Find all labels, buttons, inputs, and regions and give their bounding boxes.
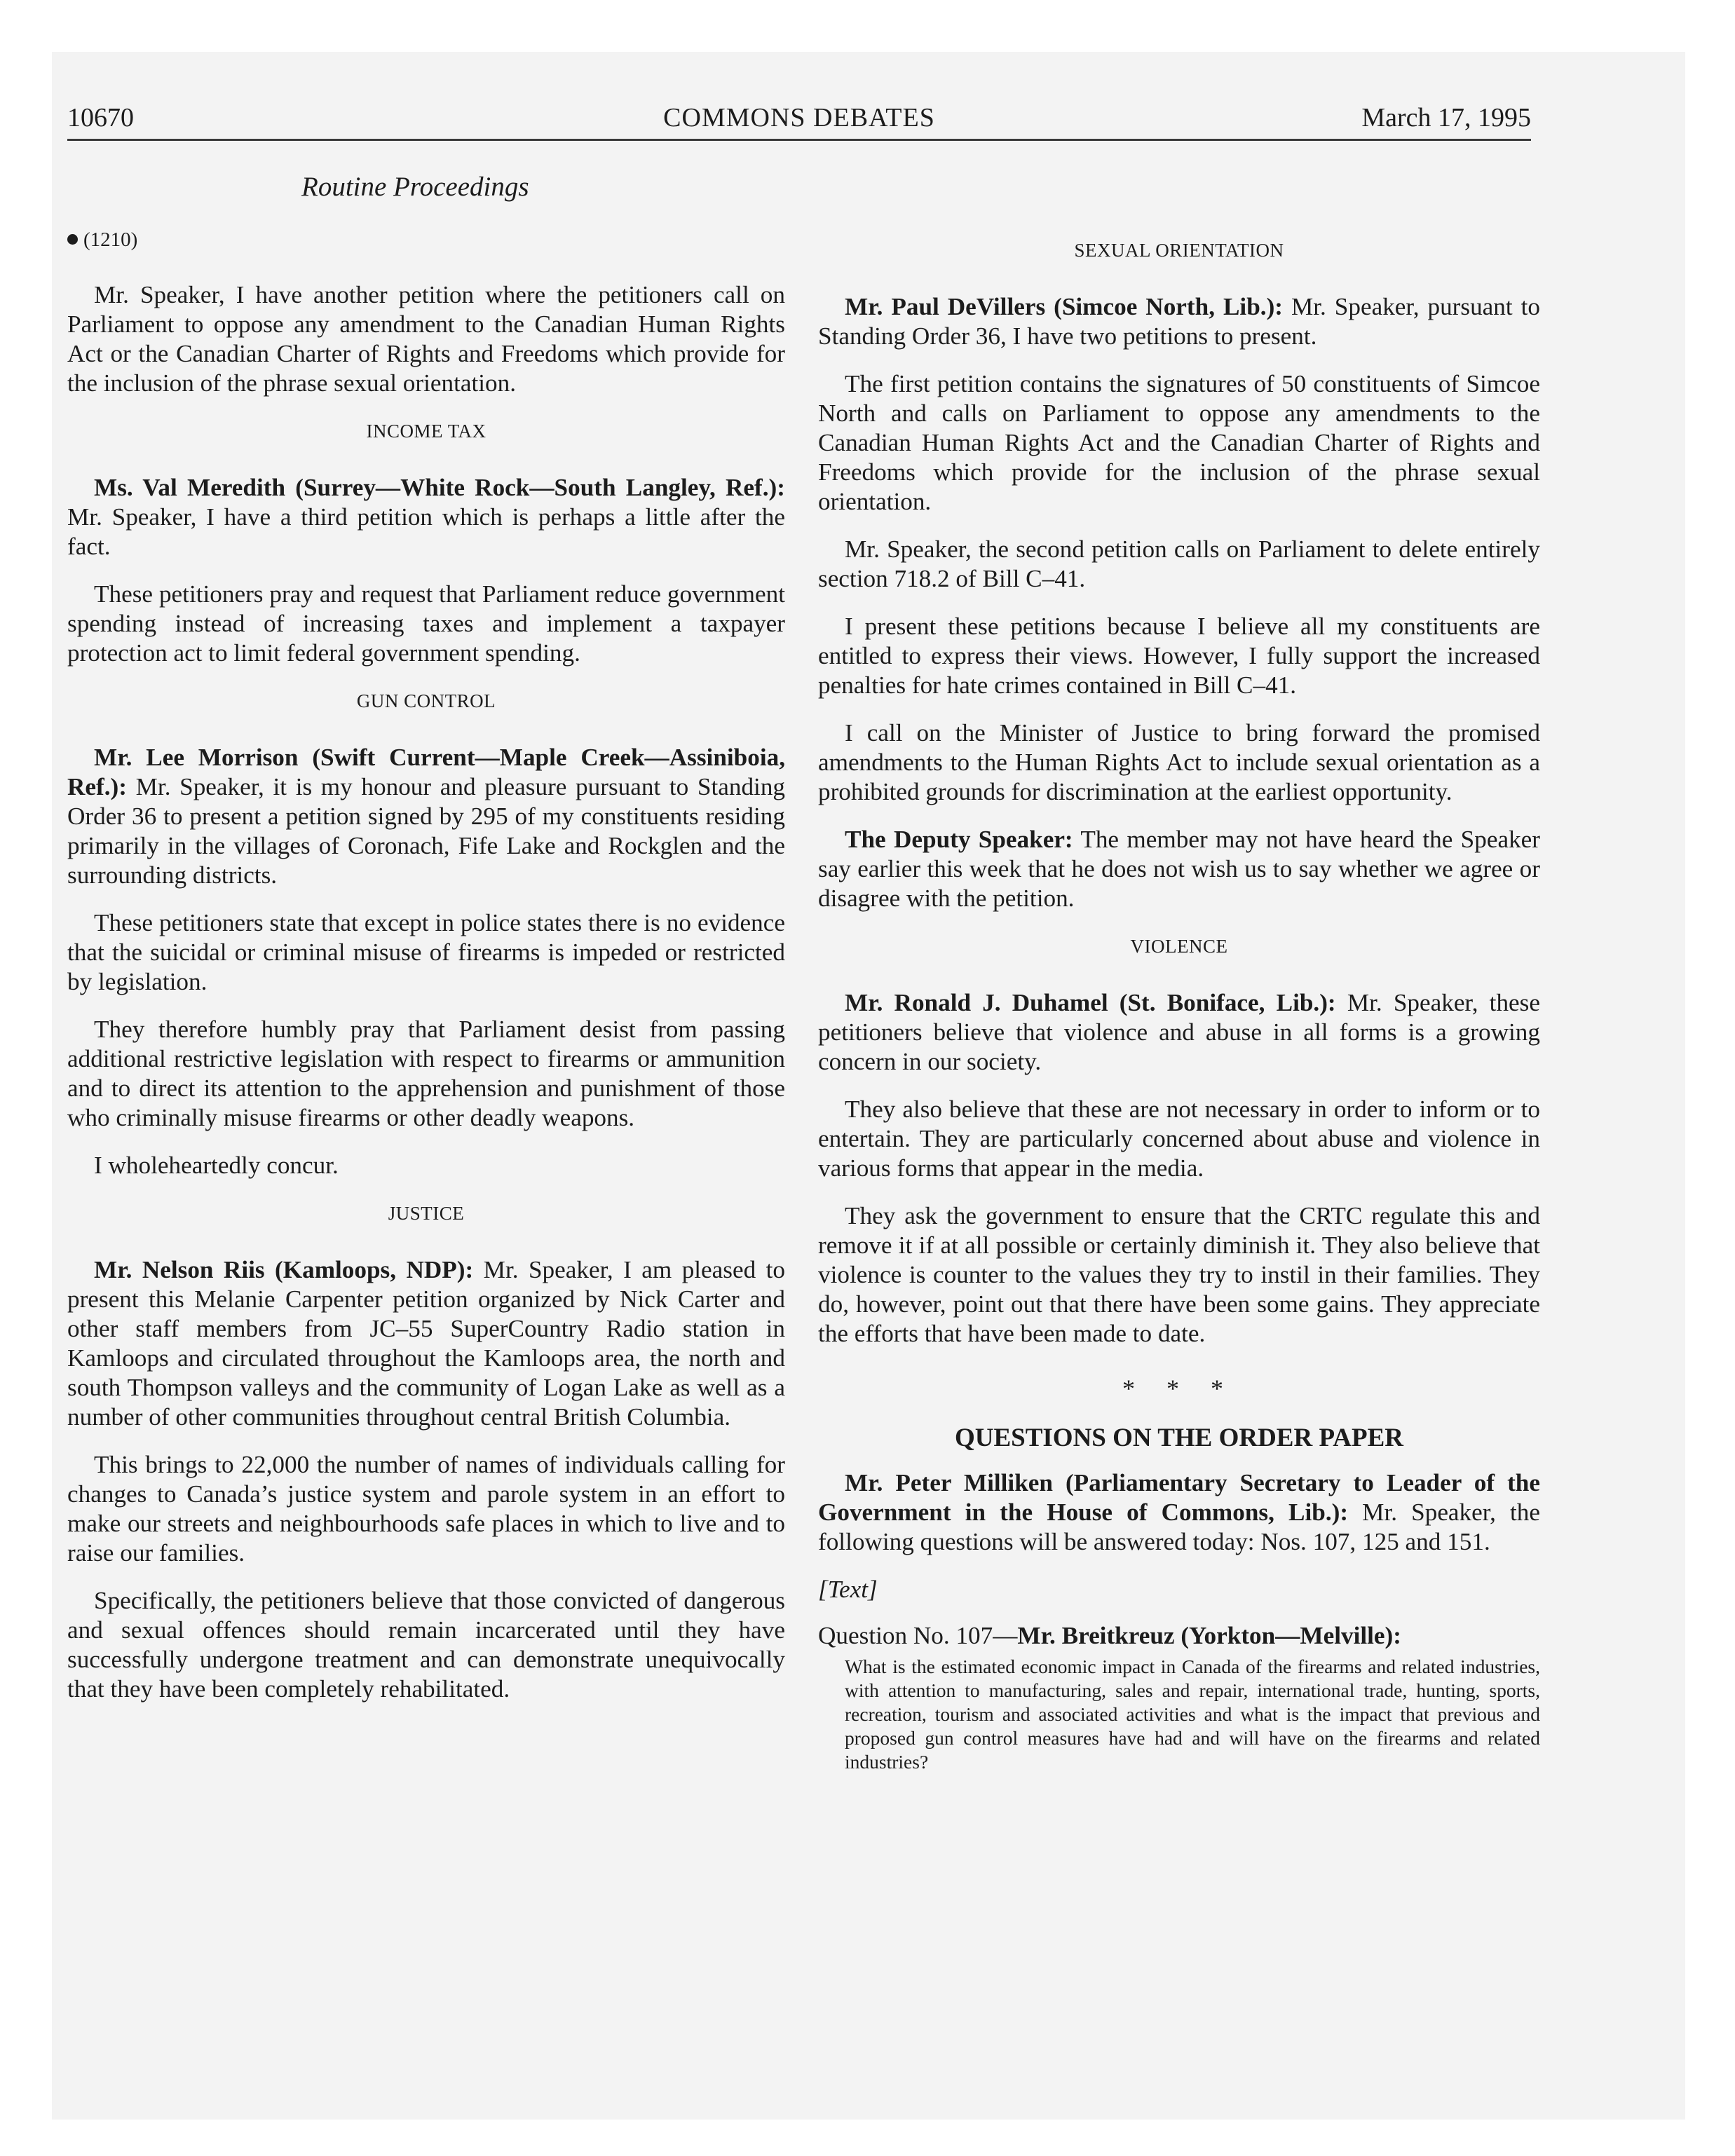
left-column bbox=[67, 280, 785, 1722]
speech-text: Mr. Speaker, pursuant to Standing Order 36, I have two petitions to present. bbox=[818, 293, 1540, 350]
section-heading-violence: VIOLENCE bbox=[1130, 936, 1228, 957]
speaker-name: Ms. Val Meredith (Surrey—White Rock—South Langley, Ref.): bbox=[94, 474, 785, 501]
paragraph: Specifically, the petitioners believe that those convicted of dangerous and sexual offences should remain incarcerated until they have successfully undergone treatment and can demonstrate unequivocally that they have been completely rehabilitated. bbox=[67, 1587, 785, 1703]
section-title: Routine Proceedings bbox=[301, 172, 529, 202]
paragraph: These petitioners state that except in police states there is no evidence that the suicidal or criminal misuse of firearms is impeded or restricted by legislation. bbox=[67, 909, 785, 995]
question-text: What is the estimated economic impact in Canada of the firearms and related industries, with attention to manufacturing, sales and repair, international trade, hunting, sports, recreation, tourism and associated activities and what is the impact that previous and proposed gun control measures have had and will have on the firearms and related industries? bbox=[845, 1656, 1540, 1773]
speaker-name: Mr. Breitkreuz (Yorkton—Melville): bbox=[1017, 1622, 1401, 1649]
text-tag bbox=[818, 1575, 1540, 1604]
speaker-name: Mr. Paul DeVillers (Simcoe North, Lib.): bbox=[845, 293, 1283, 320]
speech-text: Mr. Speaker, I am pleased to present this Melanie Carpenter petition organized by Nick Carter and other staff members from JC–55 SuperCountry Radio station in Kamloops and circulated throughout the Kamloops area, the north and south Thompson valleys and the community of Logan Lake as well as a number of other communities throughout central British Columbia. bbox=[67, 1256, 786, 1431]
paragraph bbox=[818, 292, 1540, 351]
paragraph bbox=[67, 473, 785, 561]
speech-text: The member may not have heard the Speaker say earlier this week that he does not wish us to say whether we agree or disagree with the petition. bbox=[818, 826, 1540, 912]
publication-title: COMMONS DEBATES bbox=[663, 103, 935, 132]
speech-text: Mr. Speaker, the following questions will be answered today: Nos. 107, 125 and 151. bbox=[818, 1499, 1540, 1555]
timestamp bbox=[67, 228, 137, 252]
paragraph: These petitioners pray and request that Parliament reduce government spending instead of increasing taxes and implement a taxpayer protection act to limit federal government spending. bbox=[67, 580, 785, 667]
paragraph bbox=[67, 1255, 785, 1432]
paragraph bbox=[818, 988, 1540, 1077]
publication-date: March 17, 1995 bbox=[1361, 103, 1531, 132]
timestamp-text: (1210) bbox=[83, 228, 138, 251]
page-number: 10670 bbox=[67, 103, 134, 132]
section-heading-income-tax: INCOME TAX bbox=[366, 421, 487, 442]
section-heading-questions: QUESTIONS ON THE ORDER PAPER bbox=[954, 1424, 1404, 1452]
paragraph: I present these petitions because I believe all my constituents are entitled to express their views. However, I fully support the increased penalties for hate crimes contained in Bill C–41. bbox=[818, 613, 1540, 699]
section-heading-justice: JUSTICE bbox=[388, 1203, 465, 1224]
section-heading-gun-control: GUN CONTROL bbox=[356, 690, 496, 711]
paragraph: This brings to 22,000 the number of names of individuals calling for changes to Canada’s justice system and parole system in an effort to make our streets and neighbourhoods safe places in which to live and to raise our families. bbox=[67, 1451, 785, 1567]
paragraph: They therefore humbly pray that Parliament desist from passing additional restrictive legislation with respect to firearms or ammunition and to direct its attention to the apprehension and punishment of those who criminally misuse firearms or other deadly weapons. bbox=[67, 1016, 785, 1131]
right-column bbox=[818, 217, 1540, 1774]
section-divider: * * * bbox=[1122, 1374, 1236, 1403]
paragraph: Mr. Speaker, the second petition calls on Parliament to delete entirely section 718.2 of Bill C–41. bbox=[818, 535, 1540, 592]
running-header bbox=[67, 102, 1531, 141]
speech-text: Mr. Speaker, these petitioners believe that violence and abuse in all forms is a growing concern in our society. bbox=[818, 989, 1540, 1075]
paragraph: Mr. Speaker, I have another petition where the petitioners call on Parliament to oppose any amendment to the Canadian Human Rights Act or the Canadian Charter of Rights and Freedoms which provide for the inclusion of the phrase sexual orientation. bbox=[67, 281, 785, 397]
paragraph bbox=[818, 825, 1540, 913]
question-number: Question No. 107— bbox=[818, 1622, 1018, 1649]
speaker-name: Mr. Lee Morrison (Swift Current—Maple Creek—Assiniboia, Ref.): bbox=[67, 744, 785, 800]
speaker-name: The Deputy Speaker: bbox=[845, 826, 1073, 853]
paragraph: The first petition contains the signatures of 50 constituents of Simcoe North and calls on Parliament to oppose any amendments to the Canadian Human Rights Act and the Canadian Charter of Rights and Freedoms which provide for the inclusion of the phrase sexual orientation. bbox=[818, 370, 1540, 515]
speaker-name: Mr. Ronald J. Duhamel (St. Boniface, Lib.): bbox=[845, 989, 1336, 1016]
speech-text: Mr. Speaker, I have a third petition which is perhaps a little after the fact. bbox=[67, 503, 785, 560]
bullet-icon bbox=[67, 234, 78, 245]
paragraph: They ask the government to ensure that the CRTC regulate this and remove it if at all possible or certainly diminish it. They also believe that violence is counter to the values they try to instil in their families. They do, however, point out that there have been some gains. They appreciate the efforts that have been made to date. bbox=[818, 1202, 1540, 1347]
paragraph bbox=[67, 743, 785, 890]
text-tag-label: [Text] bbox=[818, 1576, 878, 1603]
speech-text: Mr. Speaker, it is my honour and pleasure pursuant to Standing Order 36 to present a petition signed by 295 of my constituents residing primarily in the villages of Coronach, Fife Lake and Rockglen and the surrounding districts. bbox=[67, 773, 786, 889]
paragraph: They also believe that these are not necessary in order to inform or to entertain. They are particularly concerned about abuse and violence in various forms that appear in the media. bbox=[818, 1096, 1540, 1182]
speaker-name: Mr. Peter Milliken (Parliamentary Secretary to Leader of the Government in the House of Commons, Lib.): bbox=[818, 1469, 1540, 1526]
paragraph bbox=[818, 1468, 1540, 1557]
section-heading-sexual-orientation: SEXUAL ORIENTATION bbox=[1074, 240, 1284, 261]
paragraph: I wholeheartedly concur. bbox=[94, 1152, 339, 1179]
speaker-name: Mr. Nelson Riis (Kamloops, NDP): bbox=[94, 1256, 474, 1283]
paragraph: I call on the Minister of Justice to bring forward the promised amendments to the Human Rights Act to include sexual orientation as a prohibited grounds for discrimination at the earliest opportunity. bbox=[818, 719, 1540, 805]
question-heading bbox=[818, 1621, 1540, 1651]
